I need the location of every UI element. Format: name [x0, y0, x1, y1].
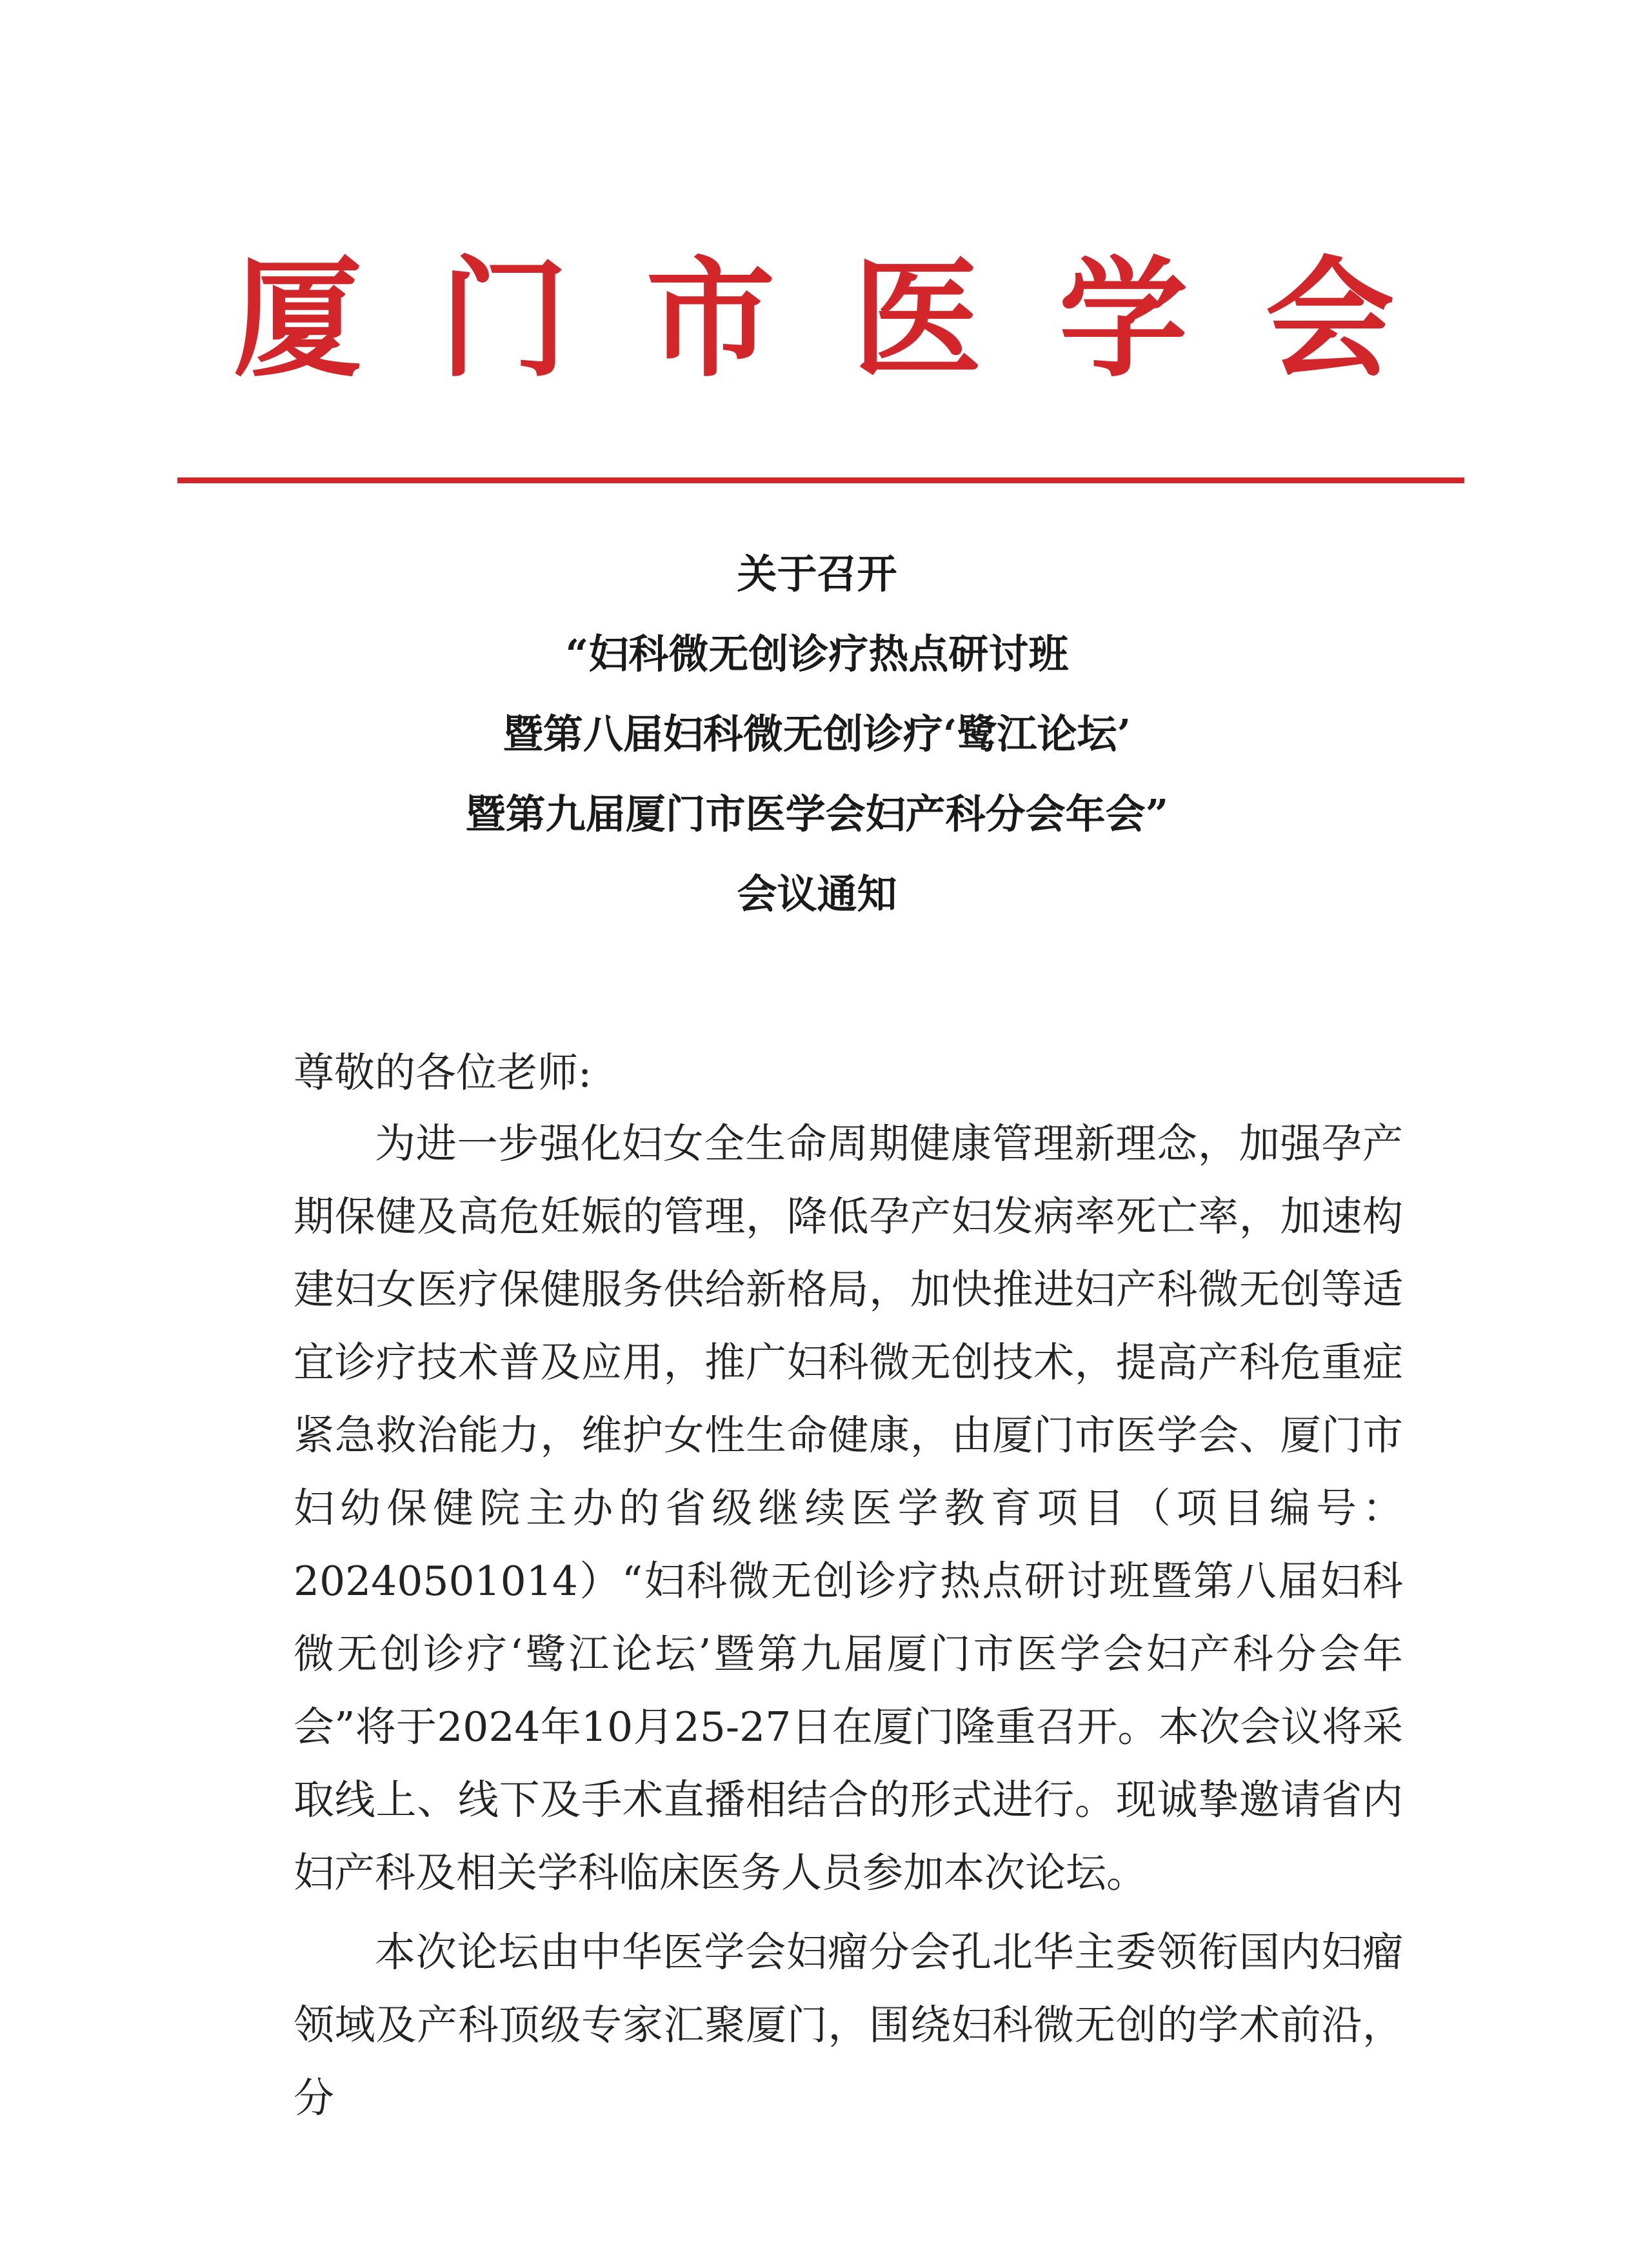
letterhead-org-name: 厦门市医学会: [233, 243, 1472, 395]
title-line-1: 关于召开: [737, 550, 897, 597]
salutation: 尊敬的各位老师:: [294, 1049, 592, 1096]
title-line-5: 会议通知: [737, 870, 897, 918]
title-line-3: 暨第八届妇科微无创诊疗‘鹭江论坛’: [503, 710, 1131, 758]
body-paragraph-1: 为进一步强化妇女全生命周期健康管理新理念，加强孕产期保健及高危妊娠的管理，降低孕产妇发病率死亡率，加速构建妇女医疗保健服务供给新格局，加快推进妇产科微无创等适宜诊疗技术普及应用，推广妇科微无创技术，提高产科危重症紧急救治能力，维护女性生命健康，由厦门市医学会、厦门市妇幼保健院主办的省级继续医学教育项目（项目编号：20240501014）“妇科微无创诊疗热点研讨班暨第八届妇科微无创诊疗‘鹭江论坛’暨第九届厦门市医学会妇产科分会年会”将于2024年10月25-27日在厦门隆重召开。本次会议将采取线上、线下及手术直播相结合的形式进行。现诚挚邀请省内妇产科及相关学科临床医务人员参加本次论坛。: [294, 1120, 1403, 1896]
notice-body: [294, 1039, 1403, 2134]
body-paragraph-2: 本次论坛由中华医学会妇瘤分会孔北华主委领衔国内妇瘤领域及产科顶级专家汇聚厦门，围绕妇科微无创的学术前沿，分: [294, 1929, 1403, 2122]
letterhead-red-rule: [177, 477, 1464, 483]
title-line-2: “妇科微无创诊疗热点研讨班: [565, 630, 1069, 677]
notice-title: [0, 539, 1634, 939]
title-line-4: 暨第九届厦门市医学会妇产科分会年会”: [465, 790, 1169, 838]
